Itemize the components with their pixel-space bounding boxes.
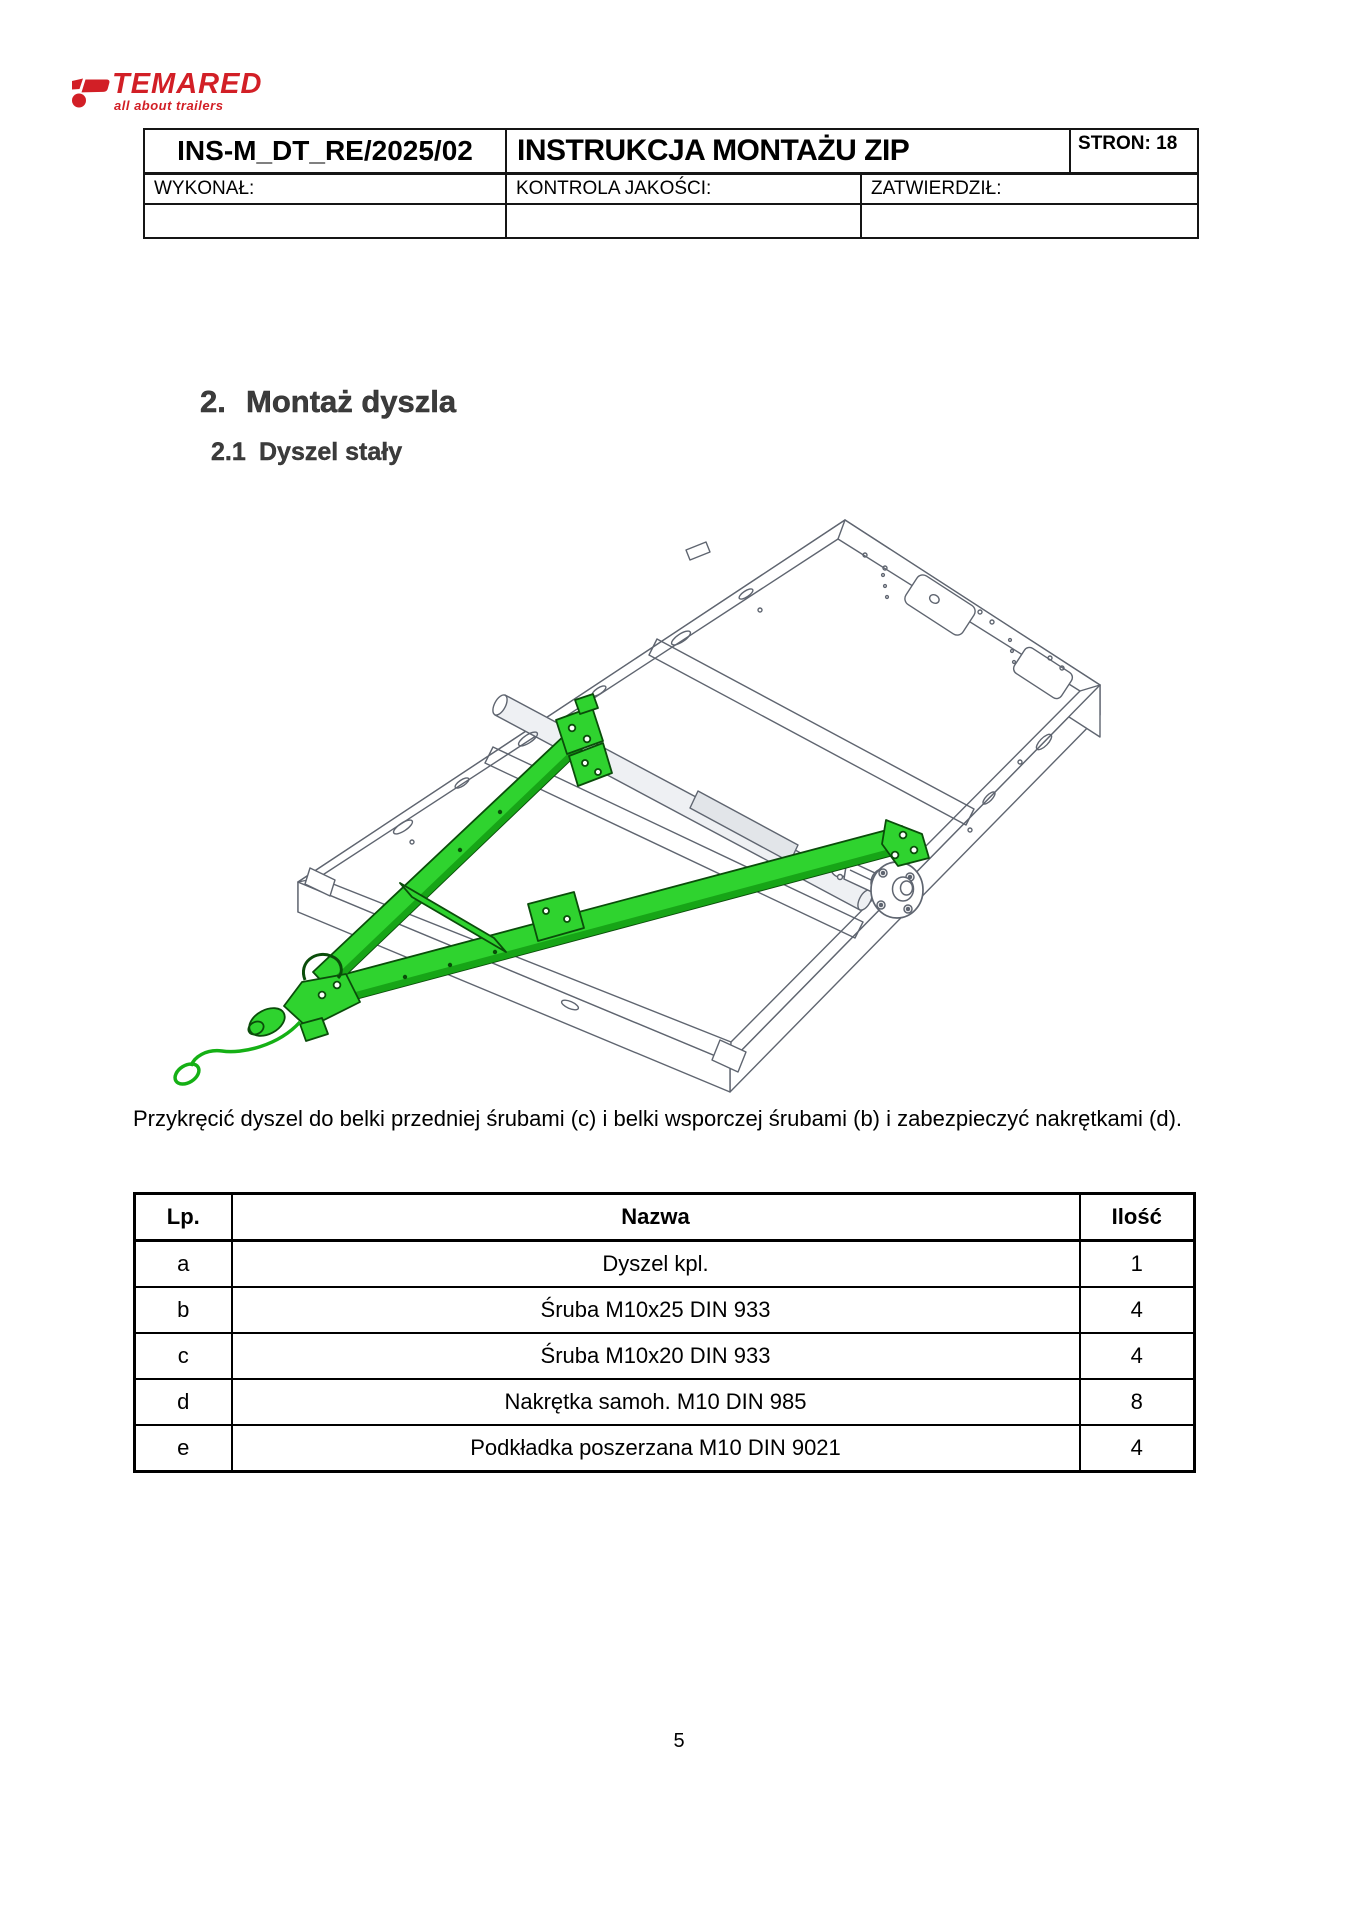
approved-by-label: ZATWIERDZIŁ: bbox=[861, 173, 1198, 204]
part-qty: 4 bbox=[1080, 1425, 1195, 1472]
part-name: Dyszel kpl. bbox=[232, 1241, 1080, 1288]
part-qty: 4 bbox=[1080, 1333, 1195, 1379]
section-number: 2. bbox=[200, 384, 226, 419]
brand-name: TEMARED bbox=[112, 68, 263, 100]
approved-by-value bbox=[861, 204, 1198, 238]
table-row bbox=[135, 1241, 1195, 1288]
doc-title: INSTRUKCJA MONTAŻU ZIP bbox=[506, 129, 1070, 173]
quality-control-label: KONTROLA JAKOŚCI: bbox=[506, 173, 861, 204]
part-name: Nakrętka samoh. M10 DIN 985 bbox=[232, 1379, 1080, 1425]
page-number: 5 bbox=[673, 1730, 685, 1752]
part-lp: d bbox=[135, 1379, 232, 1425]
doc-pages-count: STRON: 18 bbox=[1070, 129, 1198, 173]
table-row bbox=[135, 1425, 1195, 1472]
table-row bbox=[135, 1287, 1195, 1333]
col-header-ilosc: Ilość bbox=[1080, 1194, 1195, 1241]
section-heading bbox=[200, 384, 456, 420]
quality-control-value bbox=[506, 204, 861, 238]
subsection-title: Dyszel stały bbox=[259, 438, 403, 466]
parts-table bbox=[133, 1192, 1196, 1473]
parts-table-header-row bbox=[135, 1194, 1195, 1241]
col-header-nazwa: Nazwa bbox=[232, 1194, 1080, 1241]
part-name: Śruba M10x20 DIN 933 bbox=[232, 1333, 1080, 1379]
part-name: Śruba M10x25 DIN 933 bbox=[232, 1287, 1080, 1333]
part-qty: 1 bbox=[1080, 1241, 1195, 1288]
subsection-heading bbox=[211, 438, 402, 467]
part-lp: a bbox=[135, 1241, 232, 1288]
col-header-lp: Lp. bbox=[135, 1194, 232, 1241]
part-qty: 8 bbox=[1080, 1379, 1195, 1425]
part-name: Podkładka poszerzana M10 DIN 9021 bbox=[232, 1425, 1080, 1472]
doc-code: INS-M_DT_RE/2025/02 bbox=[144, 129, 506, 173]
part-lp: e bbox=[135, 1425, 232, 1472]
chassis-frame bbox=[298, 520, 1100, 1092]
table-row bbox=[135, 1333, 1195, 1379]
part-lp: b bbox=[135, 1287, 232, 1333]
instruction-paragraph: Przykręcić dyszel do belki przedniej śrubami (c) i belki wsporczej śrubami (b) i zabezpieczyć nakrętkami (d). bbox=[133, 1106, 1183, 1131]
part-lp: c bbox=[135, 1333, 232, 1379]
logo bbox=[70, 68, 410, 119]
part-qty: 4 bbox=[1080, 1287, 1195, 1333]
table-row bbox=[135, 1379, 1195, 1425]
made-by-label: WYKONAŁ: bbox=[144, 173, 506, 204]
document-header-table bbox=[143, 128, 1199, 239]
made-by-value bbox=[144, 204, 506, 238]
subsection-number: 2.1 bbox=[211, 438, 246, 466]
breakaway-cable bbox=[191, 1022, 300, 1066]
section-title: Montaż dyszla bbox=[246, 384, 457, 419]
temared-trailer-icon bbox=[70, 76, 110, 110]
cable-loop bbox=[171, 1060, 202, 1088]
brand-tagline: all about trailers bbox=[114, 98, 224, 113]
trailer-frame-drawing bbox=[150, 500, 1130, 1100]
